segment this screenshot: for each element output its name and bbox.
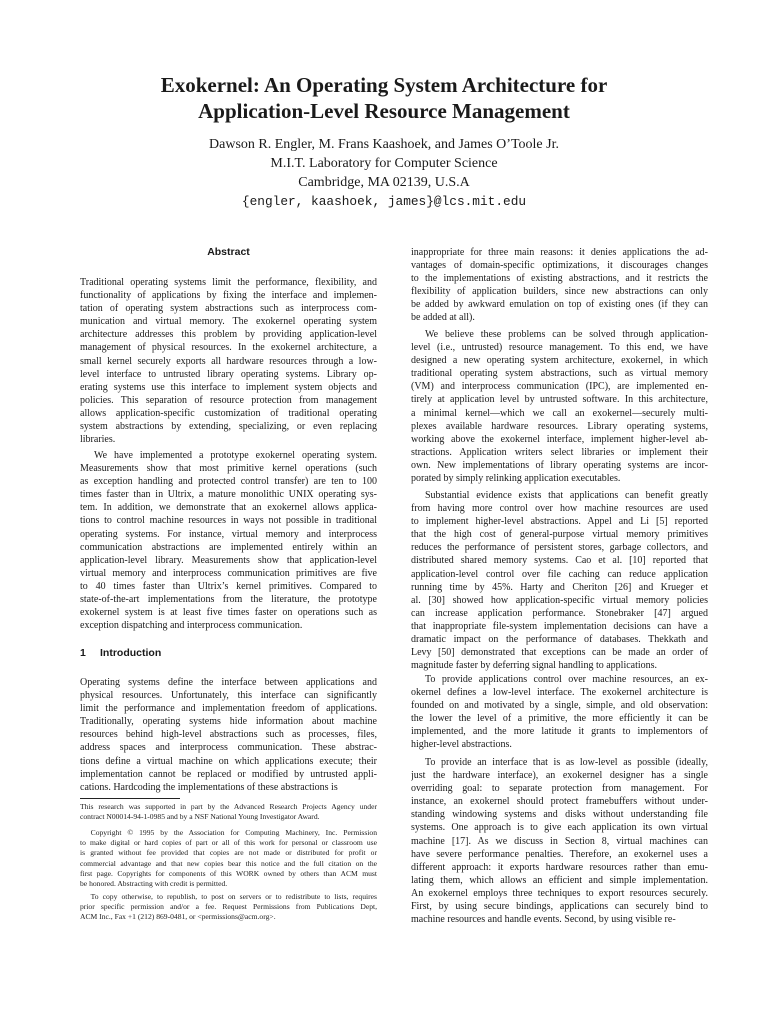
text-line: just the hardware interface), an exokernel designer has a single [411,770,708,782]
right-paragraph-2 [411,328,708,485]
right-paragraph-3 [411,489,708,672]
text-line: traditional operating system abstractions, such as virtual memory [411,368,708,380]
text-line: to implement higher-level abstractions. Appel and Li [5] reported [411,516,708,528]
text-line: munication and virtual memory. The exokernel operating system [80,316,377,328]
text-line: tem. In addition, we demonstrate that an exokernel allows applica- [80,502,377,514]
text-line: address spaces and interprocess communication. These abstrac- [80,742,377,754]
text-line: overriding goal: to separate protection from management. For [411,783,708,795]
text-line: ACM Inc., Fax +1 (212) 869-0481, or <permissions@acm.org>. [80,912,276,922]
text-line: be added at all). [411,312,475,324]
footnote-funding [80,802,377,822]
text-line: as exception handling and protected control transfer) are ten to 100 [80,476,377,488]
text-line: tirely at application level by untrusted software. In this architecture, [411,394,708,406]
text-line: tions to control machine resources in ways not possible in traditional [80,515,377,527]
text-line: contract N00014-94-1-0985 and by a NSF National Young Investigator Award. [80,812,320,822]
text-line: own. New implementations of library operating systems are incor- [411,459,708,471]
text-line: porated by simply relinking application executables. [411,473,621,485]
text-line: systems. One approach is to give each application its own virtual [411,822,708,834]
text-line: magnitude faster by deferring signal handling to applications. [411,660,658,672]
text-line: to the implementations of existing abstractions, and it restricts the [411,273,708,285]
abstract-paragraph-2 [80,449,377,632]
text-line: management of physical resources. In the exokernel architecture, a [80,342,377,354]
text-line: We believe these problems can be solved through application- [425,329,708,340]
title-line-2: Application-Level Resource Management [198,99,570,123]
text-line: is granted without fee provided that copies are not made or distributed for profit or [80,848,377,858]
section-title: Introduction [100,647,162,659]
text-line: machine resources and handle events. Second, by using visible re- [411,914,676,926]
text-line: Levy [50] demonstrated that exceptions can be made an order of [411,647,708,659]
text-line: allows application-specific customization of traditional operating [80,407,377,419]
text-line: working above the exokernel interface, implement higher-level ab- [411,433,708,445]
text-line: designed a new operating system architecture, exokernel, in which [411,355,708,367]
text-line: Substantial evidence exists that applications can benefit greatly [425,490,708,501]
text-line: erating systems use this interface to implement system objects and [80,381,377,393]
text-line: architecture addresses this problem by providing application-level [80,329,377,341]
section-heading-introduction [80,647,161,659]
footnote-rule [80,798,180,799]
text-line: stractions. Application writers select libraries or implement their [411,446,708,458]
text-line: system abstractions by extending, specializing, or even replacing [80,421,377,433]
text-line: a minimal kernel—which we call an exokernel—securely multi- [411,407,708,419]
text-line: okernel defines a low-level interface. The exokernel architecture is [411,687,708,699]
author-names: Dawson R. Engler, M. Frans Kaashoek, and James O’Toole Jr. [209,137,559,152]
text-line: that inappropriate file-system implementation decisions can have a [411,620,708,632]
text-line: from having more control over how machine resources are used [411,503,708,515]
text-line: tation of operating system abstractions such as interprocess com- [80,303,377,315]
text-line: commercial advantage and that new copies bear this notice and the full citation on the [80,858,377,868]
text-line: al. [30] showed how application-specific virtual memory policies [411,594,708,606]
text-line: First, by using secure bindings, applications can securely bind to [411,901,708,913]
text-line: to make digital or hard copies of part or all of this work for personal or classroom use [80,838,377,848]
text-line: Measurements show that most primitive kernel operations (such [80,463,377,475]
author-address: Cambridge, MA 02139, U.S.A [298,175,470,190]
text-line: higher-level abstractions. [411,739,512,751]
text-line: application-level control over file caching can reduce application [411,568,708,580]
text-line: can increase application performance. Stonebraker [47] argued [411,607,708,619]
text-line: lating them, which allows an efficient and simple implementation. [411,874,708,886]
text-line: first page. Copyrights for components of this WORK owned by others than ACM must [80,868,377,878]
text-line: times faster than in Ultrix, a mature monolithic UNIX operating sys- [80,489,377,501]
text-line: This research was supported in part by the Advanced Research Projects Agency under [80,802,377,811]
text-line: running time by 45%. Harty and Cheriton [26] and Krueger et [411,581,708,593]
intro-paragraph-1 [80,676,377,794]
text-line: the lower the level of a primitive, the more efficiently it can be [411,713,708,725]
text-line: plexes available hardware resources. Library operating systems, [411,420,708,432]
text-line: to 40 times faster than Ultrix’s kernel primitives. Compared to [80,580,377,592]
paper-title [0,72,768,124]
author-emails: {engler, kaashoek, james}@lcs.mit.edu [241,194,527,209]
text-line: be added by awkward emulation on top of existing ones (if they can [411,299,708,311]
text-line: dramatic impact on the performance of databases. Thekkath and [411,634,708,646]
abstract-paragraph-1 [80,276,377,446]
text-line: communication abstractions are implemented entirely within an [80,541,377,553]
text-line: prior specific permission and/or a fee. Request Permissions from Publications Dept, [80,902,377,912]
text-line: To provide an interface that is as low-level as possible (ideally, [425,757,708,768]
text-line: implemented, and the more latitude it grants to implementors of [411,726,708,738]
title-line-1: Exokernel: An Operating System Architecture for [160,73,608,97]
right-paragraph-1 [411,246,708,325]
text-line: implementation cannot be replaced or modified by untrusted appli- [80,768,377,780]
text-line: application-level library. Measurements show that application-level [80,554,377,566]
author-affiliation: M.I.T. Laboratory for Computer Science [270,156,498,171]
text-line: inappropriate for three main reasons: it denies applications the ad- [411,247,708,258]
footnote-permissions [80,892,377,923]
text-line: (VM) and interprocess communication (IPC), are implemented en- [411,381,708,393]
text-line: distributed shared memory systems. Cao et al. [10] reported that [411,555,708,567]
text-line: standing windowing systems and disks without understanding file [411,809,708,821]
text-line: Copyright © 1995 by the Association for Computing Machinery, Inc. Permission [90,828,377,837]
text-line: Traditional operating systems limit the performance, flexibility, and [80,277,377,288]
text-line: founded on and motivated by a single, simple, and old observation: [411,700,708,712]
text-line: functionality of applications by fixing the interface and implemen- [80,290,377,302]
text-line: We have implemented a prototype exokernel operating system. [94,450,377,461]
author-block [0,135,768,211]
text-line: operating systems. For instance, virtual memory and interprocess [80,528,377,540]
footnote-copyright [80,828,377,889]
text-line: virtual memory and interprocess communication primitives are five [80,567,377,579]
text-line: To provide applications control over machine resources, an ex- [425,674,708,685]
text-line: flexibility of application builders, since new abstractions can only [411,286,708,298]
text-line: cations. Hardcoding the implementations of these abstractions is [80,781,338,793]
abstract-heading: Abstract [207,246,250,258]
section-number: 1 [80,647,86,659]
text-line: different approach: it exports hardware resources rather than emu- [411,861,708,873]
text-line: machine [17]. As we discuss in Section 8, virtual machines can [411,835,708,847]
text-line: level interface to untrusted library operating systems. Library op- [80,368,377,380]
right-paragraph-5 [411,756,708,926]
text-line: exception dispatching and interprocess communication. [80,620,303,632]
text-line: instance, an exokernel should protect framebuffers without under- [411,796,708,808]
text-line: Traditionally, operating systems hide information about machine [80,716,377,728]
text-line: To copy otherwise, to republish, to post on servers or to redistribute to lists, requires [90,892,377,901]
text-line: that the high cost of general-purpose virtual memory primitives [411,529,708,541]
text-line: exokernel system is at least five times faster on operations such as [80,607,377,619]
text-line: level (i.e., untrusted) resource management. To this end, we have [411,342,708,354]
text-line: Operating systems define the interface between applications and [80,677,377,688]
text-line: vantages of domain-specific optimizations, it discourages changes [411,260,708,272]
text-line: policies. This separation of resource protection from management [80,394,377,406]
text-line: reduces the performance of persistent stores, garbage collectors, and [411,542,708,554]
text-line: physical resources. Unfortunately, this interface can significantly [80,690,377,702]
text-line: tions define a virtual machine on which applications execute; their [80,755,377,767]
text-line: An exokernel employs three techniques to export resources securely. [411,887,708,899]
text-line: state-of-the-art implementations from the literature, the prototype [80,594,377,606]
text-line: be honored. Abstracting with credit is permitted. [80,879,228,889]
text-line: have severe performance penalties. Therefore, an exokernel uses a [411,848,708,860]
text-line: libraries. [80,434,116,446]
text-line: resources behind high-level abstractions such as processes, files, [80,729,377,741]
text-line: limit the performance and implementation freedom of applications. [80,703,377,715]
text-line: small kernel securely exports all hardware resources through a low- [80,355,377,367]
right-paragraph-4 [411,673,708,752]
